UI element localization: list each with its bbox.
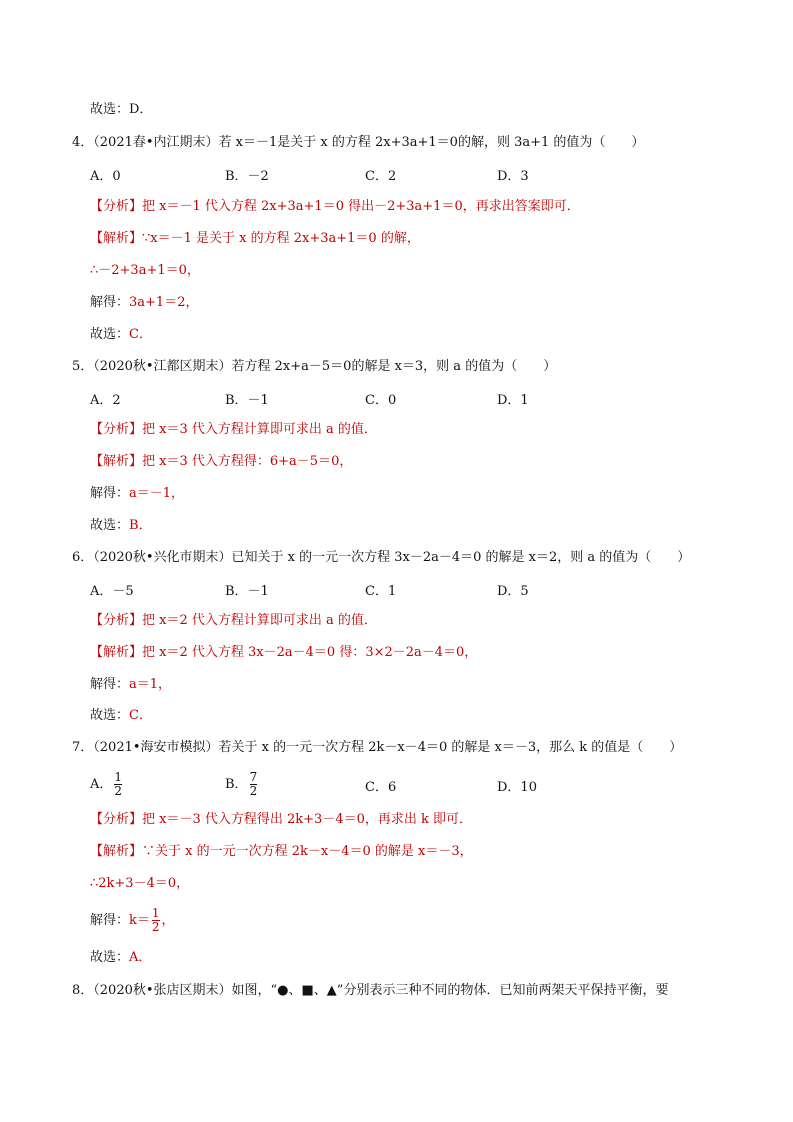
solution-tag: 【解析】 [90,844,143,859]
q5-solution [90,452,352,472]
q4-solution [90,229,420,249]
q6-option-a: A．－5 [90,584,134,599]
analysis-text: 把 x＝2 代入方程计算即可求出 a 的值． [142,613,377,628]
q3-conclusion: 故选：D． [90,102,153,117]
fraction: $\frac{1}{2}$ [151,906,160,934]
q5-conclusion: 故选：B． [90,518,152,533]
q6-analysis [90,611,377,631]
analysis-tag: 【分析】 [90,199,143,214]
analysis-tag: 【分析】 [90,613,143,628]
q5-analysis [90,420,377,440]
q7-stem: 7．（2021•海安市模拟）若关于 x 的一元一次方程 2k－x－4＝0 的解是 x＝－3，那么 k 的值是（ ） [72,740,683,755]
solution-tag: 【解析】 [90,231,143,246]
q4-stem: 4．（2021春•内江期末）若 x＝－1是关于 x 的方程 2x+3a+1＝0的解，则 3a+1 的值为（ ） [72,135,645,150]
solution-text: 把 x＝2 代入方程 3x－2a－4＝0 得：3×2－2a－4＝0， [142,645,478,660]
q7-analysis [90,810,472,830]
analysis-text: 把 x＝－1 代入方程 2x+3a+1＝0 得出－2+3a+1＝0，再求出答案即可． [142,199,580,214]
q6-conclusion: 故选：C． [90,708,152,723]
q4-step1: ∴－2+3a+1＝0， [90,263,200,278]
fraction: $\frac{1}{2}$ [114,770,123,798]
q6-option-c: C．1 [365,584,397,599]
solution-text: 把 x＝3 代入方程得：6+a－5＝0， [142,454,353,469]
q8-stem: 8．（2020秋•张店区期末）如图，“●、■、▲”分别表示三种不同的物体．已知前两架天平保持平衡，要 [72,983,669,998]
q7-option-b: B． $\frac{7}{2}$ [225,770,258,798]
q6-option-b: B．－1 [225,584,269,599]
solution-text: ∵x＝－1 是关于 x 的方程 2x+3a+1＝0 的解， [142,231,420,246]
analysis-text: 把 x＝－3 代入方程得出 2k+3－4＝0，再求出 k 即可． [142,812,473,827]
q6-option-d: D．5 [497,584,529,599]
q4-step2: 解得：3a+1＝2， [90,295,199,310]
q5-step: 解得：a＝－1， [90,486,185,501]
q4-option-c: C．2 [365,169,397,184]
q6-solution [90,643,477,663]
analysis-text: 把 x＝3 代入方程计算即可求出 a 的值． [142,422,377,437]
q4-analysis [90,197,580,217]
solution-tag: 【解析】 [90,645,143,660]
q4-option-b: B．－2 [225,169,269,184]
q5-option-b: B．－1 [225,393,269,408]
q4-option-a: A．0 [90,169,121,184]
q6-stem: 6．（2020秋•兴化市期末）已知关于 x 的一元一次方程 3x－2a－4＝0 的解是 x＝2，则 a 的值为（ ） [72,550,691,565]
q7-solution [90,842,473,862]
solution-text: ∵关于 x 的一元一次方程 2k－x－4＝0 的解是 x＝－3， [142,844,473,859]
q4-option-d: D．3 [497,169,529,184]
q5-option-d: D．1 [497,393,529,408]
q4-conclusion: 故选：C． [90,327,152,342]
q5-stem: 5．（2020秋•江都区期末）若方程 2x+a－5＝0的解是 x＝3，则 a 的值为（ ） [72,359,557,374]
analysis-tag: 【分析】 [90,812,143,827]
q5-option-c: C．0 [365,393,397,408]
q5-option-a: A．2 [90,393,121,408]
fraction: $\frac{7}{2}$ [249,770,258,798]
q7-option-c: C．6 [365,780,397,795]
analysis-tag: 【分析】 [90,422,143,437]
q7-step1: ∴2k+3－4＝0， [90,876,190,891]
q6-step: 解得：a＝1， [90,677,172,692]
q7-conclusion: 故选：A． [90,950,152,965]
q7-step2: 解得：k＝ $\frac{1}{2}$ ， [90,906,175,934]
q7-option-d: D．10 [497,780,537,795]
solution-tag: 【解析】 [90,454,143,469]
q7-option-a: A． $\frac{1}{2}$ [90,770,123,798]
